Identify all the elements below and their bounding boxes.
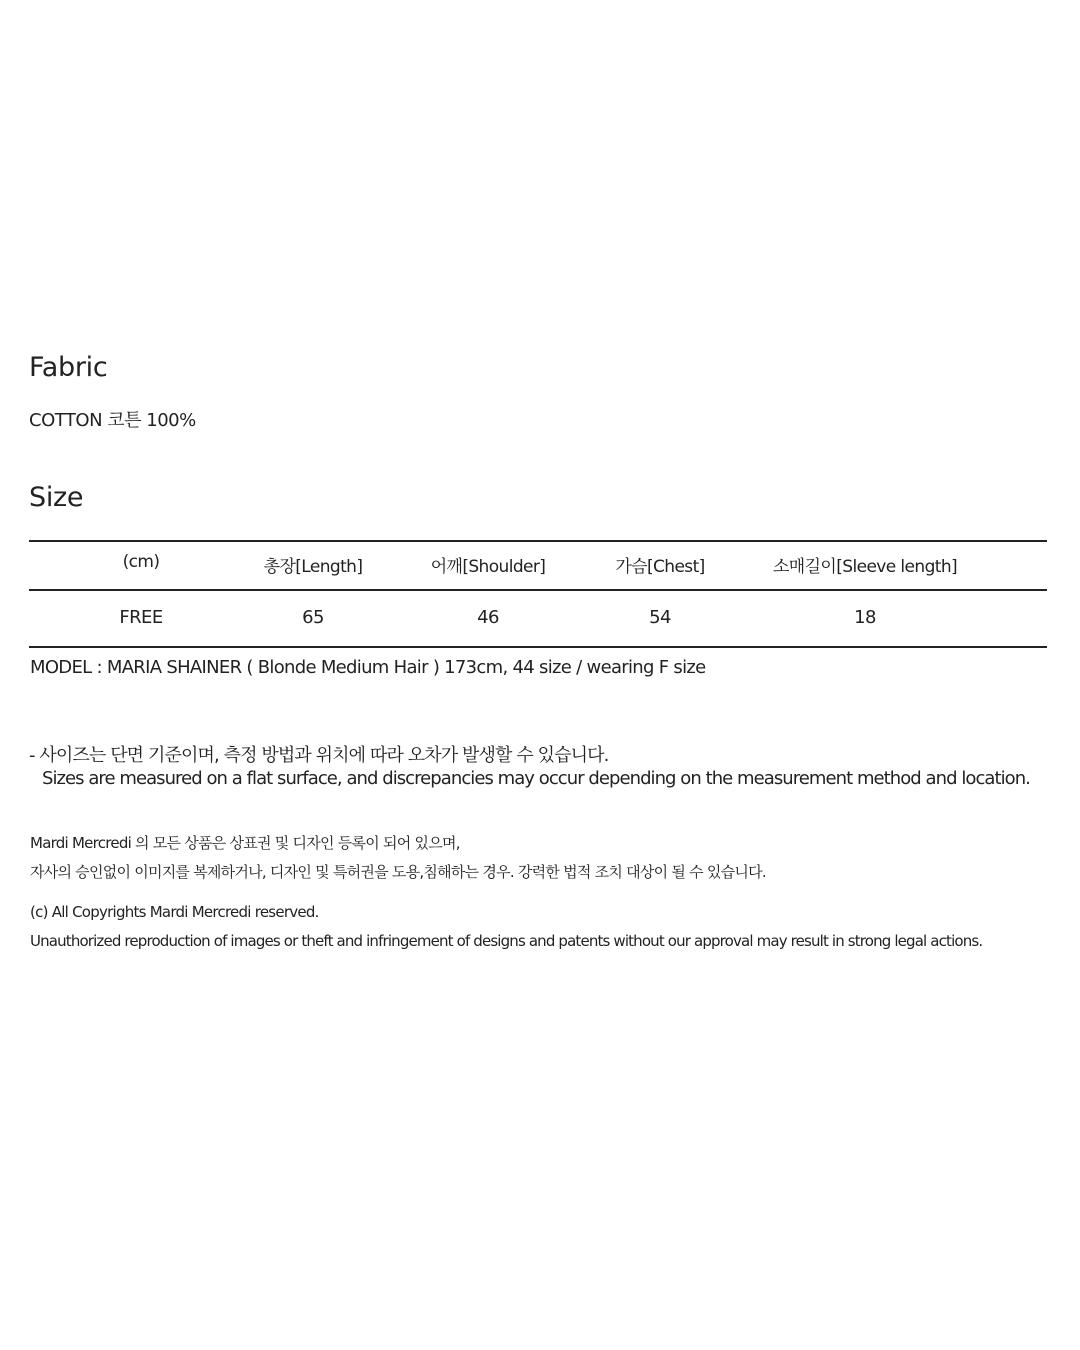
measurement-note-english: Sizes are measured on a flat surface, and discrepancies may occur depending on the measurement method and location. — [42, 768, 1030, 789]
header-cell-shoulder: 어깨[Shoulder] — [430, 557, 546, 577]
header-cell-chest: 가슴[Chest] — [615, 557, 705, 577]
size-heading: Size — [29, 482, 84, 513]
table-bottom-rule — [29, 646, 1047, 648]
header-cell-length: 총장[Length] — [263, 557, 363, 577]
rights-notice-english: Unauthorized reproduction of images or theft and infringement of designs and patents without our approval may result in strong legal actions. — [30, 932, 983, 950]
cell-size-label: FREE — [119, 607, 163, 628]
measurement-note-korean: - 사이즈는 단면 기준이며, 측정 방법과 위치에 따라 오차가 발생할 수 있습니다. — [29, 745, 609, 766]
cell-chest-value: 54 — [649, 607, 671, 628]
rights-notice-korean-line2: 자사의 승인없이 이미지를 복제하거나, 디자인 및 특허권을 도용,침해하는 경우. 강력한 법적 조치 대상이 될 수 있습니다. — [30, 863, 766, 881]
cell-shoulder-value: 46 — [477, 607, 499, 628]
fabric-composition: COTTON 코튼 100% — [29, 410, 196, 431]
table-header-rule — [29, 589, 1047, 591]
fabric-heading: Fabric — [29, 352, 108, 383]
header-cell-sleeve-length: 소매길이[Sleeve length] — [772, 557, 958, 577]
cell-sleeve-length-value: 18 — [854, 607, 876, 628]
rights-notice-korean-line1: Mardi Mercredi 의 모든 상품은 상표권 및 디자인 등록이 되어 있으며, — [30, 834, 460, 852]
model-info: MODEL : MARIA SHAINER ( Blonde Medium Hair ) 173cm, 44 size / wearing F size — [30, 657, 706, 678]
table-top-rule — [29, 540, 1047, 542]
copyright-notice: (c) All Copyrights Mardi Mercredi reserved. — [30, 903, 319, 921]
cell-length-value: 65 — [302, 607, 324, 628]
header-cell-unit: (cm) — [122, 552, 160, 572]
